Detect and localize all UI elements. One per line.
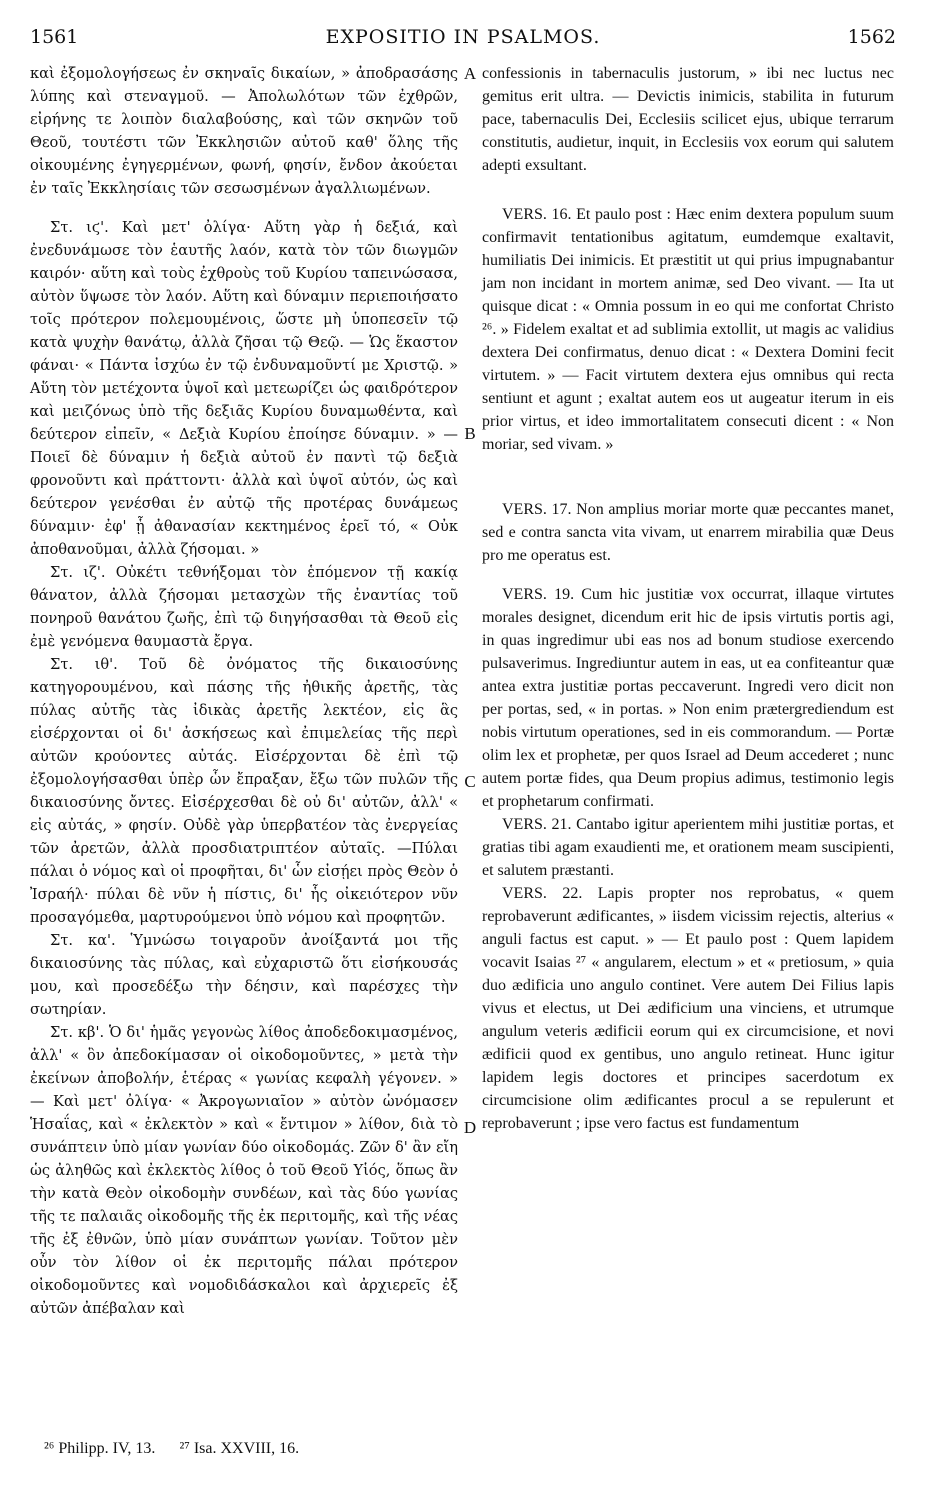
page-number-right: 1562 [847,26,896,48]
greek-paragraph: καὶ ἐξομολογήσεως ἐν σκηναῖς δικαίων, » ἀποδρασάσης λύπης καὶ στεναγμοῦ. — Ἀπολωλότων τῶν ἐχθρῶν, εἰρήνης τε λοιπὸν διαλαβούσης, καὶ τῶν σκηνῶν τοῦ Θεοῦ, τουτέστι τῶν Ἐκκλησιῶν αὐτοῦ καθ' ὅλης τῆς οἰκουμένης ἐγηγερμένων, φωνή, φησίν, ἔνδον ἀκούεται ἐν ταῖς Ἐκκλησίαις τῶν σεσωσμένων ἀγαλλιωμένων. [30,65,458,197]
latin-paragraph: VERS. 16. Et paulo post : Hæc enim dextera populum suum confirmavit tentationibus agitatum, eumdemque exaltavit, humiliatis Dei inimicis. Et præstitit ut qui prius impugnabantur jam non incidant in mortem animæ, sed Deo vivant. — Ita ut quisque dicat : « Omnia possum in eo qui me confortat Christo ²⁶. » Fidelem exaltat et ad sublimia extollit, ut magis ac validius dextera Dei confirmatus, denuo dicat : « Dextera Domini fecit virtutem. » — Facit virtutem dextera ejus omnibus qui recta sentiunt et agunt ; exaltat autem eos ut augeatur iterum in eis prior virtus, et ideo immortalitatem consecuti dicent : « Non moriar, sed vivam. » [482,206,894,453]
greek-paragraph: Στ. ιζ'. Οὐκέτι τεθνήξομαι τὸν ἑπόμενον τῇ κακίᾳ θάνατον, ἀλλὰ ζήσομαι μετασχὼν τῆς ἐναντίας τοῦ πονηροῦ θανάτου ζωῆς, ἐπὶ τῷ διηγήσασθαι τὰ Θεοῦ εἰς ἐμὲ γενόμενα θαυμαστὰ ἔργα. [30,564,458,650]
latin-paragraph: VERS. 19. Cum hic justitiæ vox occurrat, illaque virtutes morales designet, dicendum erit hic de ipsis virtutis portis agi, in quas ingredimur ubi eas nos ad bonum studiose exercendo pulsaverimus. Ingrediuntur autem in eas, ut ea confiteantur quæ antea extra justitiæ portas peccaverunt. Ingredi vero dicit non per portas, sed, « in portas. » Non enim prætergrediendum est nobis virtutum operationes, sed in eis commorandum. — Portæ olim lex et prophetæ, per quos Israel ad Deum accederet ; nunc autem portæ fides, qua Deum propius adimus, testimonio legis et prophetarum confirmati. [482,586,894,810]
margin-letter-b: B [464,424,476,443]
margin-letter-a: A [463,64,477,83]
footnotes [44,1440,319,1458]
margin-letter-d: D [463,1118,477,1137]
greek-paragraph: Στ. κα'. Ὑμνώσω τοιγαροῦν ἀνοίξαντά μοι τῆς δικαιοσύνης τὰς πύλας, καὶ εὐχαριστῶ ὅτι εἰσήκουσάς μου, καὶ προσεδέξω τὴν δέησιν, καὶ παρέσχες τὴν σωτηρίαν. [30,932,458,1018]
latin-paragraph: confessionis in tabernaculis justorum, » ibi nec luctus nec gemitus erit ultra. — Devictis inimicis, stabilita in futurum pace, tabernaculis Dei, Ecclesiis scilicet ejus, ubique terrarum constitutis, audietur, inquit, in Ecclesiis vox eorum qui salutem adepti exsultant. [482,65,894,174]
page-header [30,26,896,56]
latin-paragraph: VERS. 22. Lapis propter nos reprobatus, « quem reprobaverunt ædificantes, » iisdem vicissim rejectis, alterius « anguli factus est caput. » — Et paulo post : Quem lapidem vocavit Isaias ²⁷ « angularem, electum » et « pretiosum, » quia duo ædificia uno angulo continet. Vere autem Dei Filius lapis vivus et electus, ut Dei ædificium una vinciens, et utrumque angulum veteris ædificii eorum qui ex circumcisione, et novi ædificii quod ex gentibus, uno angulo retineat. Hunc igitur lapidem legis doctores et principes sacerdotum ex circumcisione olim ædificantes procul a se repulerunt et reprobaverunt ; ipse vero factus est fundamentum [482,885,894,1132]
latin-column [482,62,894,1135]
page-number-left: 1561 [30,26,79,48]
greek-column [30,62,458,1320]
running-title: EXPOSITIO IN PSALMOS. [325,26,601,48]
footnote-27: ²⁷ Isa. XXVIII, 16. [179,1440,300,1457]
greek-paragraph: Στ. ιθ'. Τοῦ δὲ ὀνόματος τῆς δικαιοσύνης κατηγορουμένου, καὶ πάσης τῆς ἠθικῆς ἀρετῆς, τὰς πύλας αὐτῆς τὰς ἰδικὰς ἀρετῆς λεκτέον, εἰς ἃς εἰσέρχονται οἱ δι' ἀσκήσεως καὶ ἐπιμελείας τῆς περὶ αὐτῶν κρούοντες αὐτάς. Εἰσέρχονται δὲ ἐπὶ τῷ ἐξομολογήσασθαι ὑπὲρ ὧν ἔπραξαν, ἔξω τῶν πυλῶν τῆς δικαιοσύνης ὄντες. Εἰσέρχεσθαι δὲ οὐ δι' αὐτῶν, ἀλλ' « εἰς αὐτάς, » φησίν. Οὐδὲ γὰρ ὑπερβατέον τὰς ἐνεργείας τῶν ἀρετῶν, ἀλλὰ προσδιατριπτέον αὐταῖς. —Πύλαι πάλαι ὁ νόμος καὶ οἱ προφῆται, δι' ὧν εἰσῄει πρὸς Θεὸν ὁ Ἰσραήλ· πύλαι δὲ νῦν ἡ πίστις, δι' ἧς οἰκειότερον νῦν προσαγόμεθα, μαρτυρούμενοι ὑπὸ νόμου καὶ προφητῶν. [30,656,458,926]
latin-paragraph: VERS. 17. Non amplius moriar morte quæ peccantes manet, sed e contra sancta vita vivam, ut enarrem mirabilia quæ Deus pro me operatus est. [482,501,894,564]
footnote-26: ²⁶ Philipp. IV, 13. [44,1440,156,1457]
margin-letter-c: C [464,772,476,791]
greek-paragraph: Στ. ιϛ'. Καὶ μετ' ὀλίγα· Αὕτη γὰρ ἡ δεξιά, καὶ ἐνεδυνάμωσε τὸν ἑαυτῆς λαόν, κατὰ τὸν τῶν διωγμῶν καιρόν· αὕτη καὶ τοὺς ἐχθροὺς τοῦ Κυρίου ταπεινώσασα, αὐτὸν ὕψωσε τὸν λαόν. Αὕτη καὶ δύναμιν περιεποιήσατο τοῖς πρότερον πολεμουμένοις, ὥστε μὴ ὑποπεσεῖν τῷ κατὰ ψυχὴν θανάτῳ, ἀλλὰ ζῆσαι τῷ Θεῷ. — Ὡς ἕκαστον φάναι· « Πάντα ἰσχύω ἐν τῷ ἐνδυναμοῦντί με Χριστῷ. » Αὕτη τὸν μετέχοντα ὑψοῖ καὶ μετεωρίζει ὡς φαιδρότερον καὶ μειζόνως ὑπὸ τῆς δεξιᾶς Κυρίου δυναμωθέντα, καὶ δεύτερον εἰπεῖν, « Δεξιὰ Κυρίου ἐποίησε δύναμιν. » — Ποιεῖ δὲ δύναμιν ἡ δεξιὰ αὐτοῦ ἐν παντὶ τῷ δεξιὰ φρονοῦντι καὶ πράττοντι· ἀλλὰ καὶ ὑψοῖ αὐτόν, ὡς καὶ δεύτερον γενέσθαι ἐν αὐτῷ τῆς προτέρας δυνάμεως δύναμιν· ἐφ' ᾗ ἀθανασίαν κεκτημένος ἐρεῖ τό, « Οὐκ ἀποθανοῦμαι, ἀλλὰ ζήσομαι. » [30,219,458,558]
greek-paragraph: Στ. κβ'. Ὁ δι' ἡμᾶς γεγονὼς λίθος ἀποδεδοκιμασμένος, ἀλλ' « ὃν ἀπεδοκίμασαν οἱ οἰκοδομοῦντες, » μετὰ τὴν ἐκείνων ἀποβολήν, ἑτέρας « γωνίας κεφαλὴ γέγονεν. » — Καὶ μετ' ὀλίγα· « Ἀκρογωνιαῖον » αὐτὸν ὠνόμασεν Ἡσαΐας, καὶ « ἐκλεκτὸν » καὶ « ἔντιμον » λίθον, διὰ τὸ συνάπτειν ὑπὸ μίαν γωνίαν δύο οἰκοδομάς. Ζῶν δ' ἂν εἴη ὡς ἀληθῶς καὶ ἐκλεκτὸς λίθος ὁ τοῦ Θεοῦ Υἱός, ὅπως ἂν τὴν κατὰ Θεὸν οἰκοδομὴν συνδέων, καὶ τὰς δύο γωνίας τῆς τε παλαιᾶς οἰκοδομῆς τῆς ἐκ περιτομῆς, καὶ τῆς νέας τῆς ἐξ ἐθνῶν, ὑπὸ μίαν συνάπτων γωνίαν. Τοῦτον μὲν οὖν τὸν λίθον οἱ ἐκ περιτομῆς πάλαι πρότερον οἰκοδομοῦντες καὶ νομοδιδάσκαλοι καὶ ἀρχιερεῖς ἐξ αὐτῶν ἀπέβαλαν καὶ [30,1024,458,1317]
latin-paragraph: VERS. 21. Cantabo igitur aperientem mihi justitiæ portas, et gratias tibi agam exaudienti me, et orationem meam suscipienti, et salutem præstanti. [482,816,894,879]
